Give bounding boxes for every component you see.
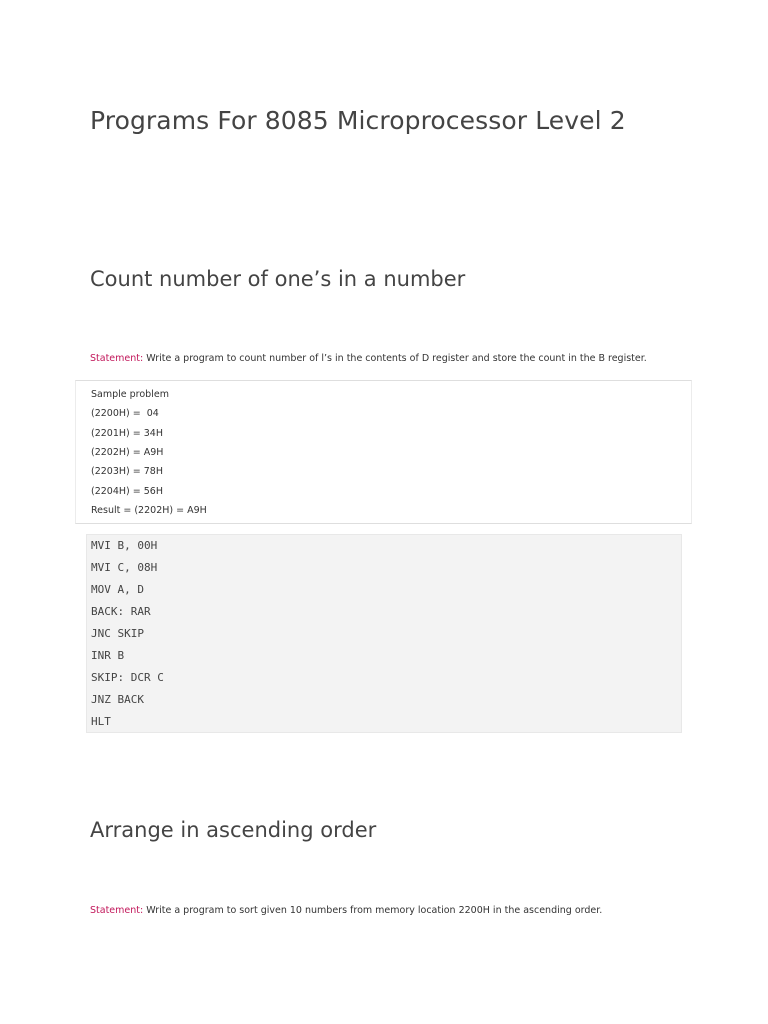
section-heading-count-ones: Count number of one’s in a number: [90, 267, 466, 291]
page-title: Programs For 8085 Microprocessor Level 2: [90, 106, 626, 135]
statement-label: Statement:: [90, 905, 144, 916]
code-line: HLT: [91, 715, 111, 728]
sample-line: (2200H) = 04: [91, 408, 159, 419]
sample-line: Sample problem: [91, 389, 169, 400]
code-line: JNC SKIP: [91, 627, 144, 640]
sample-problem-box: [75, 380, 692, 524]
code-line: MVI B, 00H: [91, 539, 158, 552]
code-line: MOV A, D: [91, 583, 144, 596]
statement-text: Write a program to sort given 10 numbers from memory location 2200H in the ascending order.: [143, 905, 603, 916]
code-line: BACK: RAR: [91, 605, 151, 618]
sample-line: (2202H) = A9H: [91, 447, 164, 458]
code-block: [86, 534, 682, 733]
sample-line: Result = (2202H) = A9H: [91, 505, 207, 516]
sample-line: (2201H) = 34H: [91, 428, 163, 439]
statement-count-ones: [90, 353, 647, 364]
sample-line: (2204H) = 56H: [91, 486, 163, 497]
code-line: INR B: [91, 649, 125, 662]
statement-ascending-order: [90, 905, 602, 916]
sample-line: (2203H) = 78H: [91, 466, 163, 477]
section-heading-ascending-order: Arrange in ascending order: [90, 818, 377, 842]
statement-text: Write a program to count number of l’s in the contents of D register and store the count in the B register.: [143, 353, 647, 364]
code-line: JNZ BACK: [91, 693, 144, 706]
code-line: MVI C, 08H: [91, 561, 158, 574]
code-line: SKIP: DCR C: [91, 671, 164, 684]
statement-label: Statement:: [90, 353, 144, 364]
